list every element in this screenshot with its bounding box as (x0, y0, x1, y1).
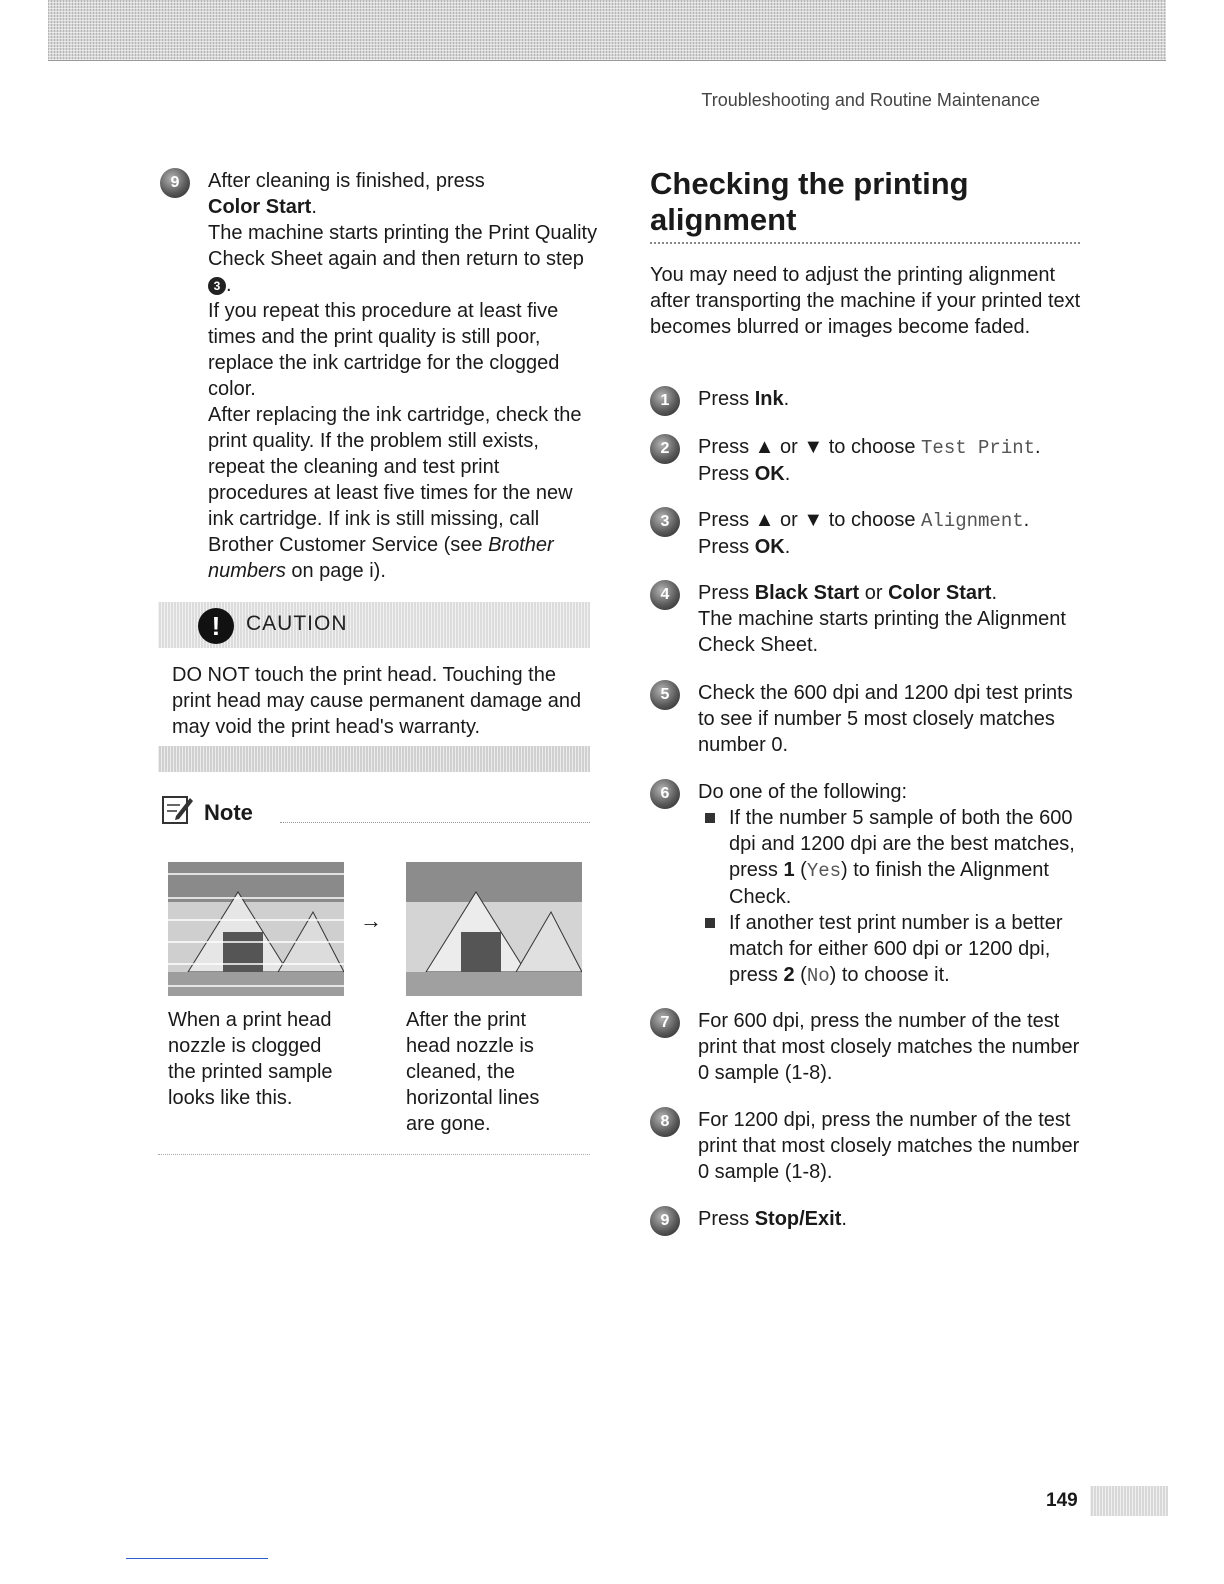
title-divider (650, 242, 1080, 244)
step-text: on page i). (291, 560, 386, 582)
arrow-right-icon: → (360, 908, 382, 933)
note-label: Note (204, 800, 253, 825)
key-2: 2 (783, 964, 795, 986)
step-text: Do one of the following: (698, 781, 908, 803)
step-text: After replacing the ink cartridge, check the print quality. If the problem still exists, repeat the cleaning and test print procedures at least five times for the new ink cartridge. If ink is still missing, call Brother Customer Service (see (208, 404, 582, 556)
note-divider (280, 822, 590, 823)
lcd-option: Test Print (921, 437, 1036, 459)
step-text: Press (698, 582, 750, 604)
caption-cleaned: After the print head nozzle is cleaned, the horizontal lines are gone. (406, 1009, 540, 1135)
ink-key: Ink (754, 388, 784, 410)
step-text: After cleaning is finished, press (208, 170, 485, 192)
step-number-badge: 9 (650, 1206, 680, 1236)
step-text: For 600 dpi, press the number of the test print that most closely matches the number 0 sample (1-8). (698, 1010, 1080, 1084)
list-item: If another test print number is a better match for either 600 dpi or 1200 dpi, press 2 (No) to choose it. (698, 910, 1090, 989)
step-number-badge: 7 (650, 1008, 680, 1038)
cleaned-sample-image (406, 862, 582, 996)
color-start-key: Color Start (888, 582, 992, 604)
step-text: Check the 600 dpi and 1200 dpi test prints to see if number 5 most closely matches number 0. (698, 682, 1073, 756)
step-number-badge: 3 (650, 507, 680, 537)
step-text: Press (698, 1208, 750, 1230)
ok-key: OK (754, 463, 785, 485)
step-number-badge: 8 (650, 1107, 680, 1137)
stop-exit-key: Stop/Exit (754, 1208, 842, 1230)
bottom-link-line (126, 1558, 268, 1559)
note-pencil-icon (160, 792, 194, 826)
ok-key: OK (754, 536, 785, 558)
list-item-text: to finish the Alignment Check. (729, 859, 1049, 908)
step-number-badge: 4 (650, 580, 680, 610)
running-header: Troubleshooting and Routine Maintenance (701, 90, 1040, 110)
options-list (698, 805, 1090, 989)
caution-text: DO NOT touch the print head. Touching the print head may cause permanent damage and may void the print head's warranty. (172, 664, 582, 738)
key-1: 1 (783, 859, 795, 881)
step-text: Press (698, 536, 750, 558)
list-item-text: to choose it. (841, 964, 950, 986)
step-number-badge: 2 (650, 434, 680, 464)
caution-label: CAUTION (246, 612, 348, 635)
lcd-option: No (806, 965, 830, 987)
header-band (48, 0, 1166, 61)
page-number: 149 (1046, 1490, 1078, 1511)
step-text: Press ▲ or ▼ to choose (698, 436, 916, 458)
step-text: or (864, 582, 883, 604)
list-item-text: If another test print number is a better match for either 600 dpi or 1200 dpi, press (729, 912, 1063, 986)
step-text: Press ▲ or ▼ to choose (698, 509, 916, 531)
brother-numbers-ref: Brother numbers (208, 534, 554, 582)
black-start-key: Black Start (754, 582, 860, 604)
section-title: Checking the printing alignment (650, 166, 969, 237)
caption-clogged: When a print head nozzle is clogged the printed sample looks like this. (168, 1009, 333, 1109)
step-text: Press (698, 388, 750, 410)
lcd-option: Alignment (921, 510, 1024, 532)
intro-paragraph: You may need to adjust the printing alignment after transporting the machine if your printed text becomes blurred or images become faded. (650, 264, 1081, 338)
caution-footer-bar (158, 746, 590, 772)
lcd-option: Yes (806, 860, 842, 882)
list-item: If the number 5 sample of both the 600 dpi and 1200 dpi are the best matches, press 1 (Yes) to finish the Alignment Check. (698, 805, 1090, 910)
step-text: Press (698, 463, 750, 485)
step-text: For 1200 dpi, press the number of the test print that most closely matches the number 0 sample (1-8). (698, 1109, 1080, 1183)
color-start-key: Color Start (208, 196, 312, 218)
step-text: The machine starts printing the Print Quality Check Sheet again and then return to step (208, 222, 598, 270)
step-text: The machine starts printing the Alignment Check Sheet. (698, 608, 1066, 656)
list-item-text: If the number 5 sample of both the 600 dpi and 1200 dpi are the best matches, press (729, 807, 1075, 881)
step-number-badge: 6 (650, 779, 680, 809)
step-text: If you repeat this procedure at least five times and the print quality is still poor, replace the ink cartridge for the clogged color. (208, 300, 560, 400)
step-number-badge: 1 (650, 386, 680, 416)
clogged-sample-image (168, 862, 344, 996)
note-bottom-divider (158, 1154, 590, 1155)
step-ref-badge: 3 (208, 277, 226, 295)
warning-icon: ! (198, 608, 234, 644)
step-number-badge: 9 (160, 168, 190, 198)
step-number-badge: 5 (650, 680, 680, 710)
page-tab (1090, 1486, 1168, 1516)
